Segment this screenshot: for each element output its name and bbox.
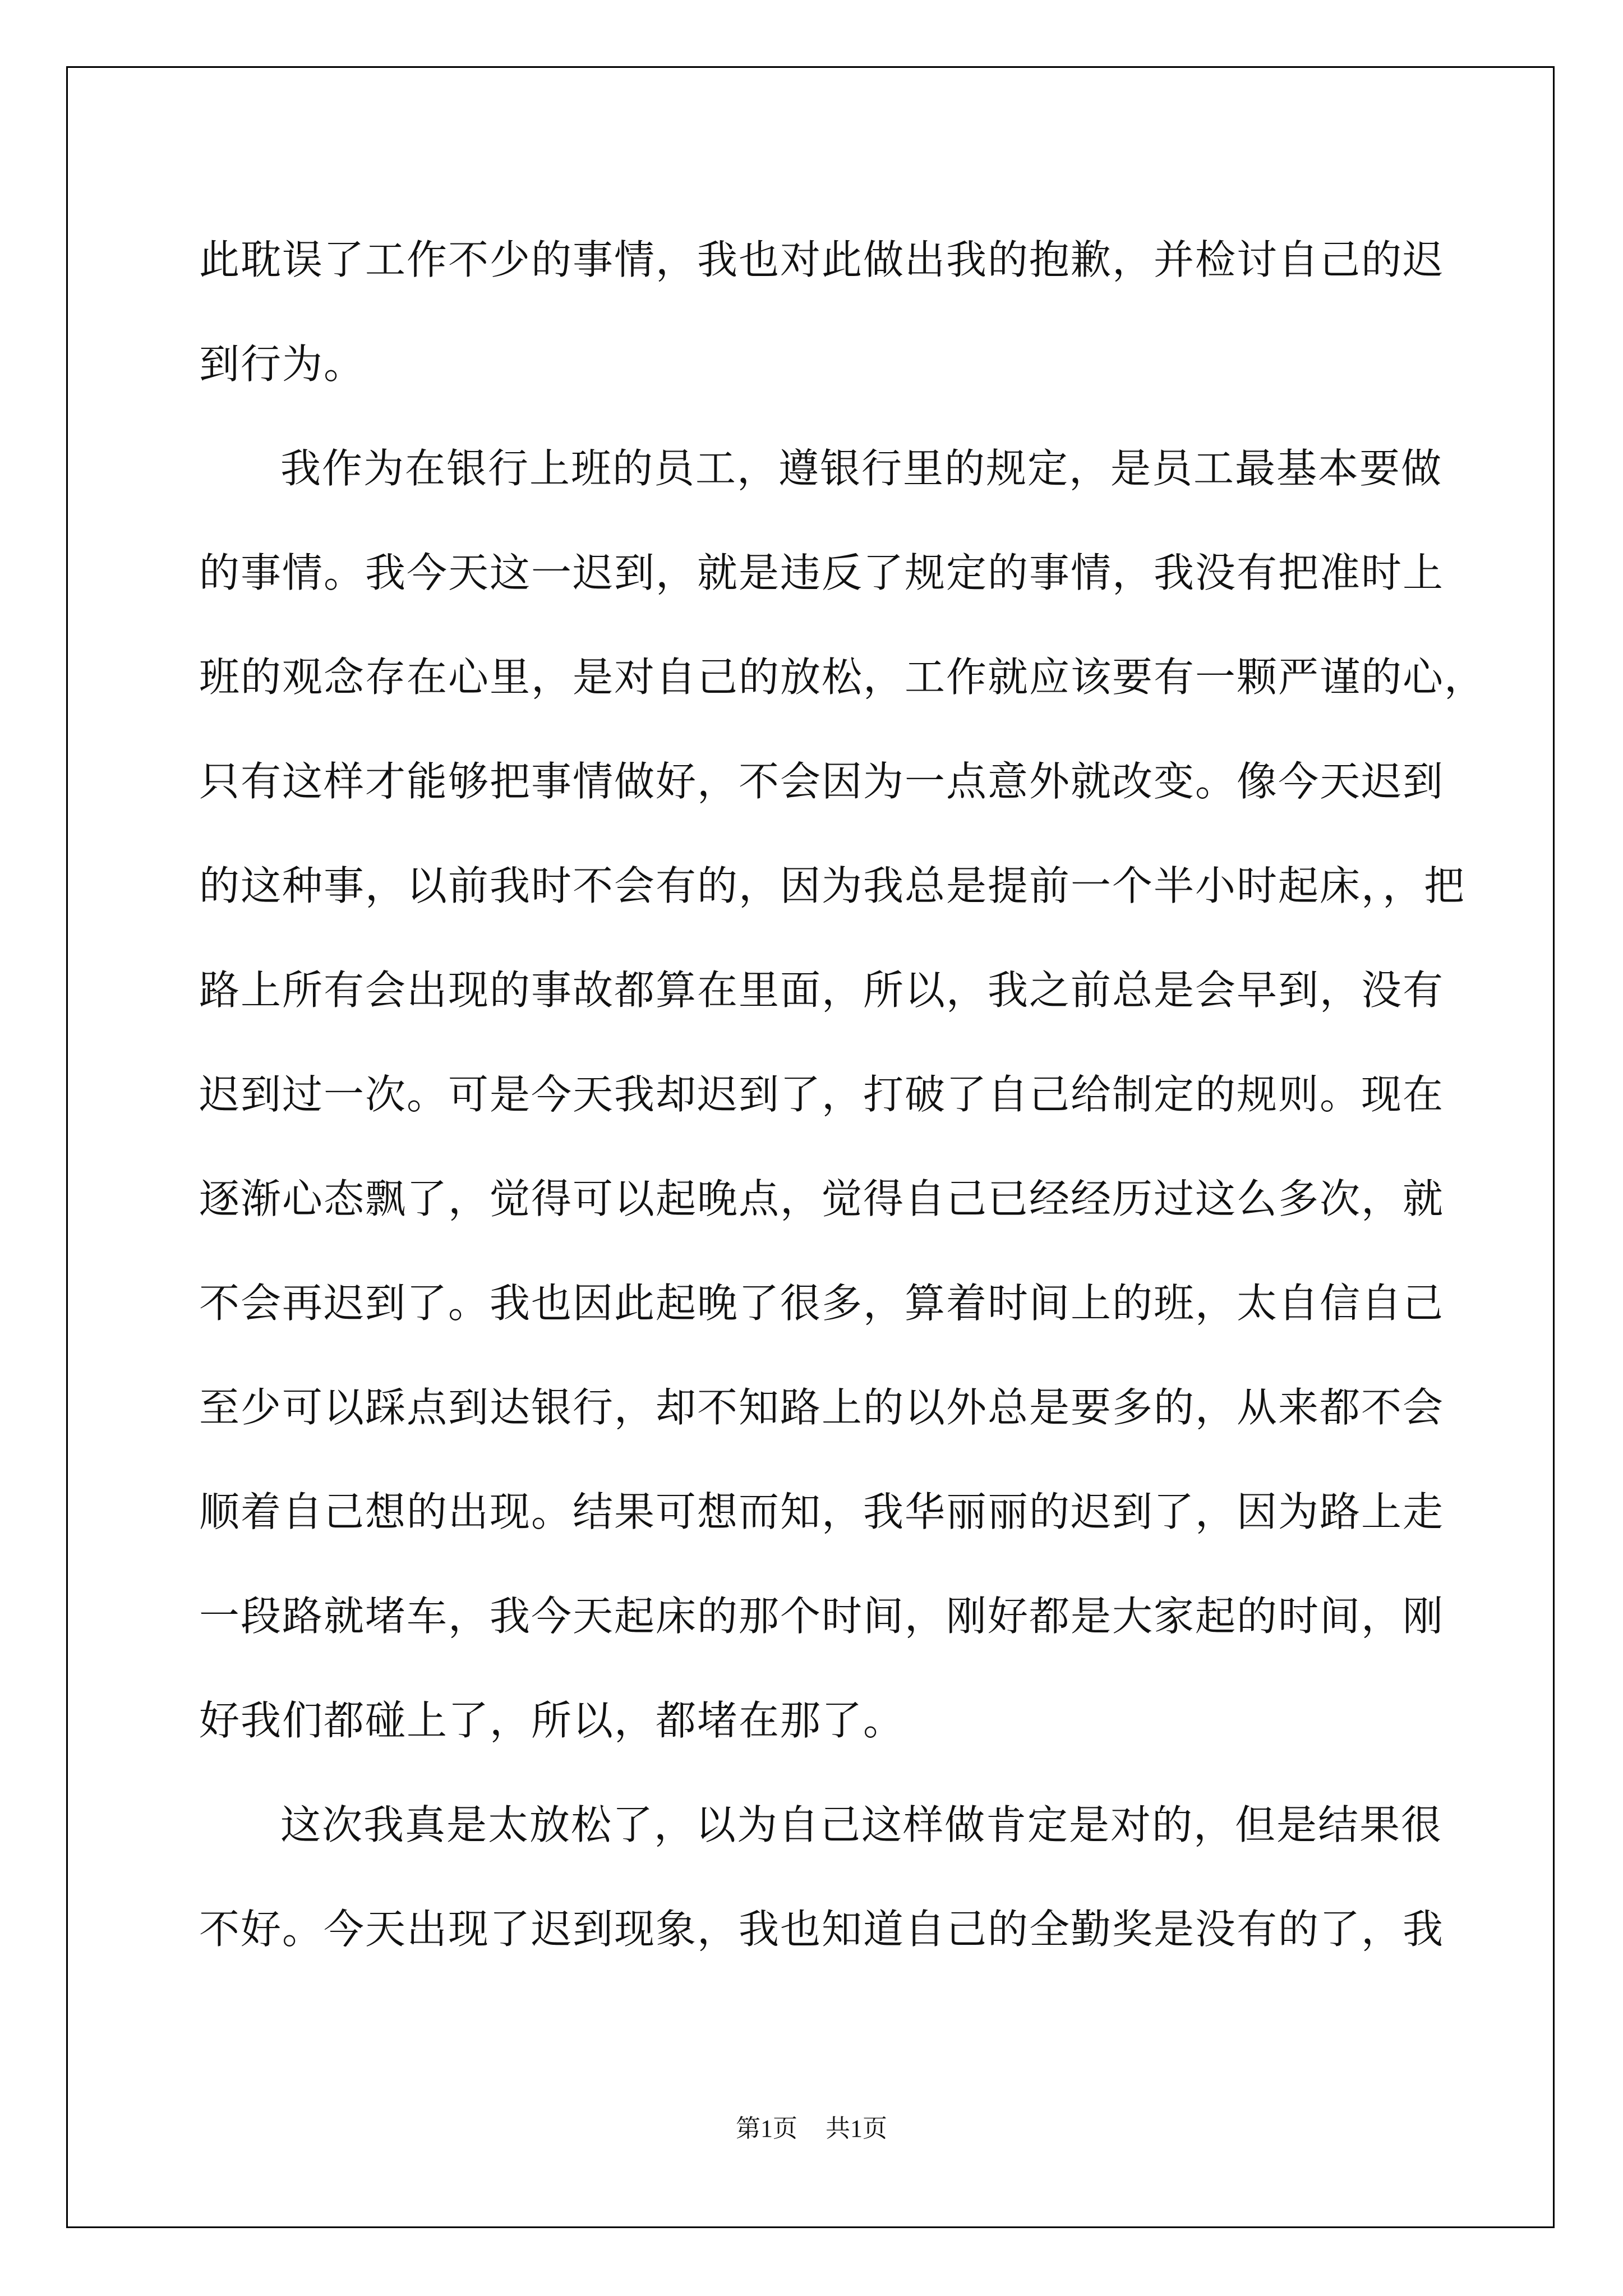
text-line: 不会再迟到了。我也因此起晚了很多，算着时间上的班，太自信自己 [199,1280,1445,1327]
document-body [199,208,1486,1981]
text-line: 一段路就堵车，我今天起床的那个时间，刚好都是大家起的时间，刚 [199,1593,1445,1640]
text-line: 路上所有会出现的事故都算在里面，所以，我之前总是会早到，没有 [199,967,1445,1014]
text-line: 不好。今天出现了迟到现象，我也知道自己的全勤奖是没有的了，我 [199,1906,1445,1953]
text-line: 班的观念存在心里，是对自己的放松，工作就应该要有一颗严谨的心， [199,654,1486,701]
text-line: 好我们都碰上了，所以，都堵在那了。 [199,1697,905,1744]
text-line: 的事情。我今天这一迟到，就是违反了规定的事情，我没有把准时上 [199,549,1445,596]
text-line: 这次我真是太放松了，以为自己这样做肯定是对的，但是结果很 [280,1801,1443,1848]
text-line: 此耽误了工作不少的事情，我也对此做出我的抱歉，并检讨自己的迟 [199,236,1445,283]
text-line: 逐渐心态飘了，觉得可以起晚点，觉得自己已经经历过这么多次，就 [199,1175,1445,1222]
text-line: 只有这样才能够把事情做好，不会因为一点意外就改变。像今天迟到 [199,758,1445,805]
text-line: 顺着自己想的出现。结果可想而知，我华丽丽的迟到了，因为路上走 [199,1488,1445,1535]
text-line: 到行为。 [199,341,366,388]
page-footer [0,2112,1623,2146]
text-line: 迟到过一次。可是今天我却迟到了，打破了自己给制定的规则。现在 [199,1071,1445,1118]
text-line: 至少可以踩点到达银行，却不知路上的以外总是要多的，从来都不会 [199,1384,1445,1431]
text-line: 的这种事，以前我时不会有的，因为我总是提前一个半小时起床，，把 [199,862,1466,909]
page-number-total: 共1页 [826,2115,887,2142]
text-line: 我作为在银行上班的员工，遵银行里的规定，是员工最基本要做 [280,445,1443,492]
page-number-current: 第1页 [736,2115,797,2142]
